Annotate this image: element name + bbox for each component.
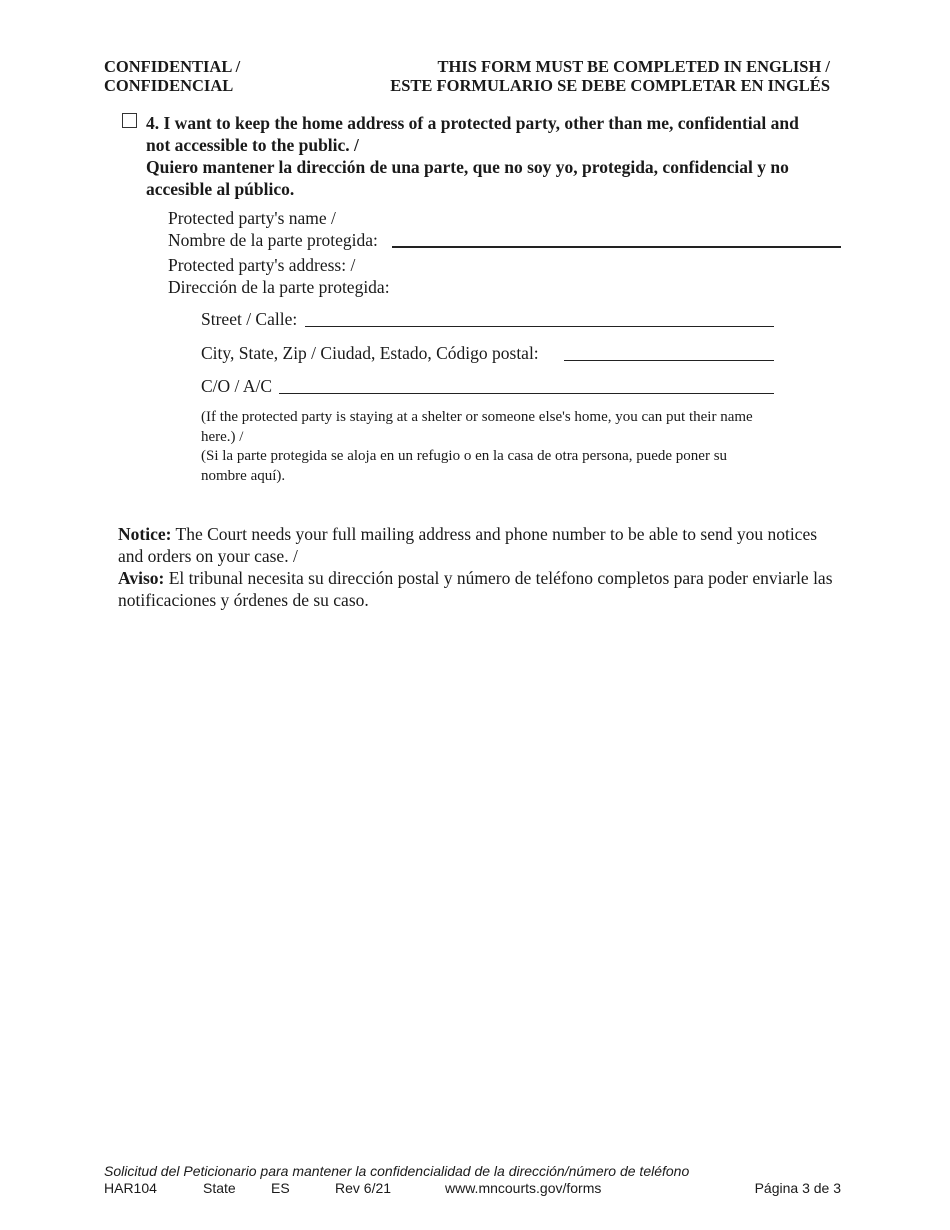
city-state-zip-label: City, State, Zip / Ciudad, Estado, Código postal: bbox=[201, 343, 539, 363]
footer-revision: Rev 6/21 bbox=[335, 1180, 392, 1196]
care-of-field[interactable] bbox=[279, 393, 774, 394]
care-of-note bbox=[201, 408, 761, 486]
city-state-zip-field[interactable] bbox=[564, 360, 774, 361]
name-label-es: Nombre de la parte protegida: bbox=[168, 230, 378, 250]
footer-jurisdiction: State bbox=[203, 1180, 236, 1196]
care-of-note-en: (If the protected party is staying at a shelter or someone else's home, you can put their name here.) / bbox=[201, 409, 753, 445]
question-4-es: Quiero mantener la dirección de una parte, que no soy yo, protegida, confidencial y no accesible al público. bbox=[146, 157, 789, 199]
footer-form-code: HAR104 bbox=[104, 1180, 157, 1196]
question-4-checkbox[interactable] bbox=[122, 113, 137, 128]
notice-block bbox=[118, 523, 838, 611]
header-confidential-es: CONFIDENCIAL bbox=[104, 76, 234, 95]
address-label-en: Protected party's address: / bbox=[168, 255, 356, 275]
name-label-en: Protected party's name / bbox=[168, 208, 336, 228]
notice-es bbox=[118, 567, 838, 611]
street-label: Street / Calle: bbox=[201, 309, 298, 329]
notice-es-label: Aviso: bbox=[118, 568, 165, 588]
header-language-notice bbox=[390, 57, 830, 95]
notice-en-text: The Court needs your full mailing address and phone number to be able to send you notices and orders on your case. / bbox=[118, 524, 818, 566]
footer-website[interactable]: www.mncourts.gov/forms bbox=[445, 1180, 602, 1196]
footer-form-title: Solicitud del Peticionario para mantener la confidencialidad de la dirección/número de teléfono bbox=[104, 1163, 690, 1179]
notice-en bbox=[118, 523, 838, 567]
notice-en-label: Notice: bbox=[118, 524, 172, 544]
header-language-notice-es: ESTE FORMULARIO SE DEBE COMPLETAR EN INGLÉS bbox=[390, 76, 830, 95]
question-4-en: 4. I want to keep the home address of a protected party, other than me, confidential and not accessible to the public. / bbox=[146, 113, 799, 155]
care-of-note-es: (Si la parte protegida se aloja en un refugio o en la casa de otra persona, puede poner su nombre aquí). bbox=[201, 448, 728, 484]
address-label-es: Dirección de la parte protegida: bbox=[168, 277, 390, 297]
header-language-notice-en: THIS FORM MUST BE COMPLETED IN ENGLISH / bbox=[437, 57, 830, 76]
notice-es-text: El tribunal necesita su dirección postal y número de teléfono completos para poder enviarle las notificaciones y órdenes de su caso. bbox=[118, 568, 833, 610]
footer-page-number: Página 3 de 3 bbox=[754, 1180, 841, 1196]
footer-language: ES bbox=[271, 1180, 290, 1196]
question-4-text bbox=[146, 112, 826, 200]
protected-party-name-field[interactable] bbox=[392, 246, 841, 248]
care-of-label: C/O / A/C bbox=[201, 376, 272, 396]
header-confidential-en: CONFIDENTIAL / bbox=[104, 57, 241, 76]
header-confidential bbox=[104, 57, 240, 95]
street-field[interactable] bbox=[305, 326, 774, 327]
